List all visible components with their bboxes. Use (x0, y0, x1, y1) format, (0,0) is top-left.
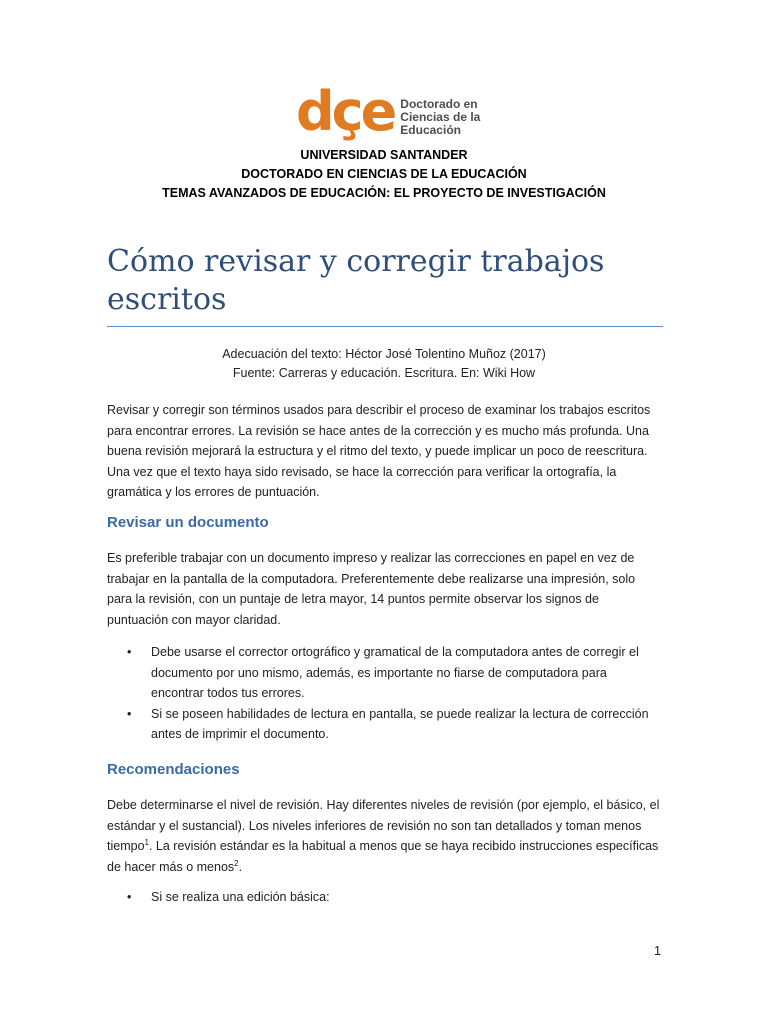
logo-text-line: Educación (400, 123, 461, 137)
list-item (107, 642, 663, 704)
bullet-list-recomendaciones (107, 887, 663, 908)
list-item (107, 704, 663, 745)
logo-text (400, 98, 490, 137)
footnote-ref[interactable]: 1 (144, 837, 149, 847)
section-heading-revisar: Revisar un documento (107, 514, 269, 531)
bullet-icon: • (127, 890, 132, 904)
list-item-text: Si se poseen habilidades de lectura en pantalla, se puede realizar la lectura de corrección antes de imprimir el documento. (151, 706, 649, 741)
bullet-icon: • (127, 645, 132, 659)
footnote-ref[interactable]: 2 (234, 858, 239, 868)
section-paragraph-revisar: Es preferible trabajar con un documento impreso y realizar las correcciones en papel en vez de trabajar en la pantalla de la computadora. Preferentemente debe realizarse una impresión, solo para la revisión, con un puntaje de letra mayor, 14 puntos permite observar los signos de puntuación con mayor claridad. (107, 551, 636, 627)
bullet-icon: • (127, 706, 132, 721)
course-name: TEMAS AVANZADOS DE EDUCACIÓN: EL PROYECTO DE INVESTIGACIÓN (162, 186, 606, 200)
title-divider (107, 326, 663, 327)
program-name: DOCTORADO EN CIENCIAS DE LA EDUCACIÓN (241, 167, 527, 181)
list-item-text: Si se realiza una edición básica: (151, 890, 330, 904)
bullet-list-revisar (107, 642, 663, 745)
logo-mark: dçe (296, 80, 395, 143)
paragraph-text: . (238, 859, 243, 874)
source-credit: Fuente: Carreras y educación. Escritura. En: Wiki How (232, 366, 536, 380)
logo-text-line: Ciencias de la (400, 110, 481, 124)
document-title: Cómo revisar y corregir trabajos escritos (107, 244, 605, 317)
adaptation-credit: Adecuación del texto: Héctor José Tolentino Muñoz (2017) (222, 347, 546, 361)
university-name: UNIVERSIDAD SANTANDER (300, 148, 468, 162)
list-item-text: Debe usarse el corrector ortográfico y gramatical de la computadora antes de corregir el documento por uno mismo, además, es importante no fiarse de computadora para encontrar todos tus errores. (151, 645, 639, 700)
intro-paragraph: Revisar y corregir son términos usados para describir el proceso de examinar los trabajos escritos para encontrar errores. La revisión se hace antes de la corrección y es mucho más profunda. Una buena revisión mejorará la estructura y el ritmo del texto, y puede implicar un poco de reescritura. Una vez que el texto haya sido revisado, se hace la corrección para verificar la ortografía, la gramática y los errores de puntuación. (107, 403, 651, 499)
section-paragraph-recomendaciones (107, 795, 663, 877)
list-item (107, 887, 663, 908)
paragraph-text: . La revisión estándar es la habitual a menos que se haya recibido instrucciones específicas de hacer más o menos (107, 839, 659, 874)
section-heading-recomendaciones: Recomendaciones (107, 761, 240, 778)
page-number: 1 (654, 944, 661, 958)
logo-text-line: Doctorado en (400, 97, 478, 111)
paragraph-text: Debe determinarse el nivel de revisión. Hay diferentes niveles de revisión (por ejemplo, el básico, el estándar y el sustancial). Los niveles inferiores de revisión no son tan detallados y toman menos tiempo (107, 798, 660, 853)
dce-logo (296, 80, 490, 143)
